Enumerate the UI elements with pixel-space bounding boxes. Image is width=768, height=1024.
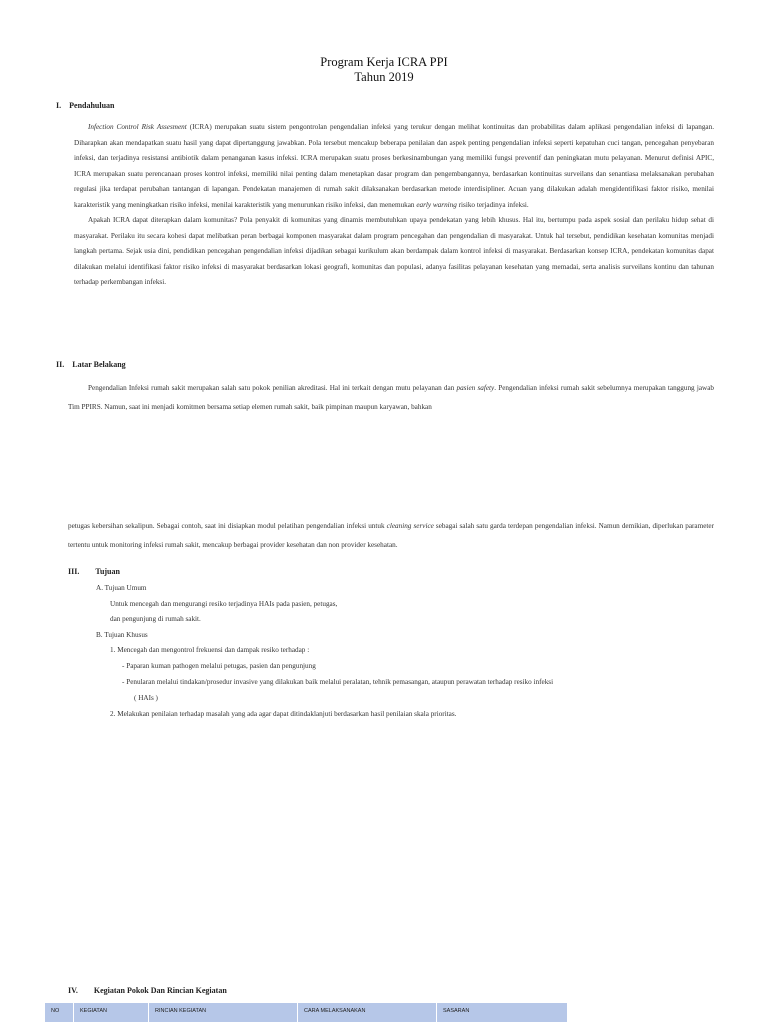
tujuan-khusus-dash-1: - Paparan kuman pathogen melalui petugas, pasien dan pengunjung (122, 662, 316, 670)
section-1-number: I. (56, 101, 62, 110)
section-3-number: III. (68, 567, 80, 576)
section-1-heading (56, 101, 114, 110)
tujuan-khusus-item-1: 1. Mencegah dan mengontrol frekuensi dan dampak resiko terhadap : (110, 646, 310, 654)
section-4-heading (68, 986, 227, 995)
tujuan-khusus-label: B. Tujuan Khusus (96, 631, 148, 639)
section-3-title: Tujuan (95, 567, 120, 576)
section-1-title: Pendahuluan (69, 101, 115, 110)
section-2-number: II. (56, 360, 65, 369)
section-1-body (74, 120, 714, 291)
section-2-heading (56, 360, 126, 369)
tujuan-umum-line-2: dan pengunjung di rumah sakit. (110, 615, 201, 623)
section-2-paragraph-1: Pengendalian Infeksi rumah sakit merupakan salah satu pokok penilian akreditasi. Hal ini terkait dengan mutu pelayanan dan pasien safety. Pengendalian infeksi rumah sakit sebelumnya merupakan tanggung jawab Tim PPIRS. Namun, saat ini menjadi komitmen bersama setiap elemen rumah sakit, baik pimpinan maupun karyawan, bahkan (68, 384, 714, 411)
early-warning-term: early warning (416, 200, 457, 209)
kegiatan-table (44, 1002, 568, 1023)
hais-label: ( HAIs ) (134, 694, 158, 702)
header-cara-melaksanakan: CARA MELAKSANAKAN (298, 1003, 437, 1023)
document-year: Tahun 2019 (354, 70, 414, 84)
section-1-paragraph-2: Apakah ICRA dapat diterapkan dalam komunitas? Pola penyakit di komunitas yang dinamis membutuhkan upaya pendekatan yang lebih khusus. Hal itu, bertumpu pada aspek sosial dan perilaku hidup sehat di masyarakat. Perilaku itu secara kohesi dapat melibatkan peran berbagai komponen masyarakat dalam program pencegahan dan pengendalian di masyarakat. Untuk hal tersebut, pendidikan kesehatan komunitas menjadi langkah pertama. Sejak usia dini, pendidikan pencegahan pengendalian infeksi dijadikan sebagai kurikulum akan berdampak dalam kontrol infeksi di masyarakat. Berdasarkan konsep ICRA, pendekatan komunitas dapat dilakukan melalui identifikasi faktor risiko infeksi di masyarakat berdasarkan lokasi geografi, komunitas dan populasi, adanya fasilitas pelayanan kesehatan yang memadai, serta analisis surveilans kontinu dan tahunan terhadap perkembangan infeksi. (74, 216, 714, 286)
table-header-row (45, 1003, 568, 1023)
header-kegiatan: KEGIATAN (74, 1003, 149, 1023)
section-4-title: Kegiatan Pokok Dan Rincian Kegiatan (93, 986, 227, 995)
section-2-paragraph-2: petugas kebersihan sekalipun. Sebagai contoh, saat ini disiapkan modul pelatihan pengendalian infeksi untuk cleaning service sebagai salah satu garda terdepan pengendalian infeksi. Namun demikian, diperlukan parameter tertentu untuk monitoring infeksi rumah sakit, mencakup berbagai provider kesehatan dan non provider kesehatan. (68, 522, 714, 549)
header-no: NO (45, 1003, 74, 1023)
tujuan-khusus-dash-2: - Penularan melalui tindakan/prosedur invasive yang dilakukan baik melalui peralatan, tehnik pemasangan, ataupun perawatan terhadap resiko infeksi (122, 678, 554, 686)
tujuan-umum-line-1: Untuk mencegah dan mengurangi resiko terjadinya HAIs pada pasien, petugas, (110, 600, 338, 608)
section-1-paragraph-1: Infection Control Risk Assesment (ICRA) merupakan suatu sistem pengontrolan pengendalian infeksi yang terukur dengan melihat kontinuitas dan probabilitas dalam aplikasi pengendalian infeksi di lapangan. Diharapkan akan mendapatkan suatu hasil yang dapat dipertanggung jawabkan. Pola tersebut mencakup beberapa penilaian dan aspek penting pengendalian infeksi seperti kepatuhan cuci tangan, pencegahan penyebaran infeksi, dan terjadinya resistansi antibiotik dalam penanganan kasus infeksi. ICRA merupakan suatu proses berkesinambungan yang memiliki fungsi preventif dan peningkatan mutu pelayanan. Menurut definisi APIC, ICRA merupakan suatu perencanaan proses kontrol infeksi, memiliki nilai penting dalam menetapkan dasar program dan pengembangannya, berdasarkan kontinuitas surveilans dan senantiasa melaksanakan perubahan regulasi jika terdapat perubahan tantangan di lapangan. Pendekatan manajemen di rumah sakit dilaksanakan berdasarkan metode interdisipliner. Acuan yang dilakukan adalah mengidentifikasi faktor risiko, menilai karakteristik yang meningkatkan risiko infeksi, menilai karakteristik yang menurunkan risiko infeksi, dan menemukan early warning risiko terjadinya infeksi. (74, 123, 714, 209)
document-title: Program Kerja ICRA PPI (320, 55, 448, 69)
icra-term: Infection Control Risk Assesment (88, 123, 187, 131)
tujuan-umum-label: A. Tujuan Umum (96, 584, 147, 592)
tujuan-khusus-item-2: 2. Melakukan penilaian terhadap masalah yang ada agar dapat ditindaklanjuti berdasarkan hasil penilaian skala prioritas. (110, 710, 457, 718)
section-2-title: Latar Belakang (72, 360, 126, 369)
section-4-number: IV. (68, 986, 78, 995)
cleaning-service-term: cleaning service (386, 522, 434, 530)
section-3-heading (68, 567, 120, 576)
header-rincian-kegiatan: RINCIAN KEGIATAN (149, 1003, 298, 1023)
header-sasaran: SASARAN (437, 1003, 568, 1023)
pasien-safety-term: pasien safety (456, 384, 495, 392)
